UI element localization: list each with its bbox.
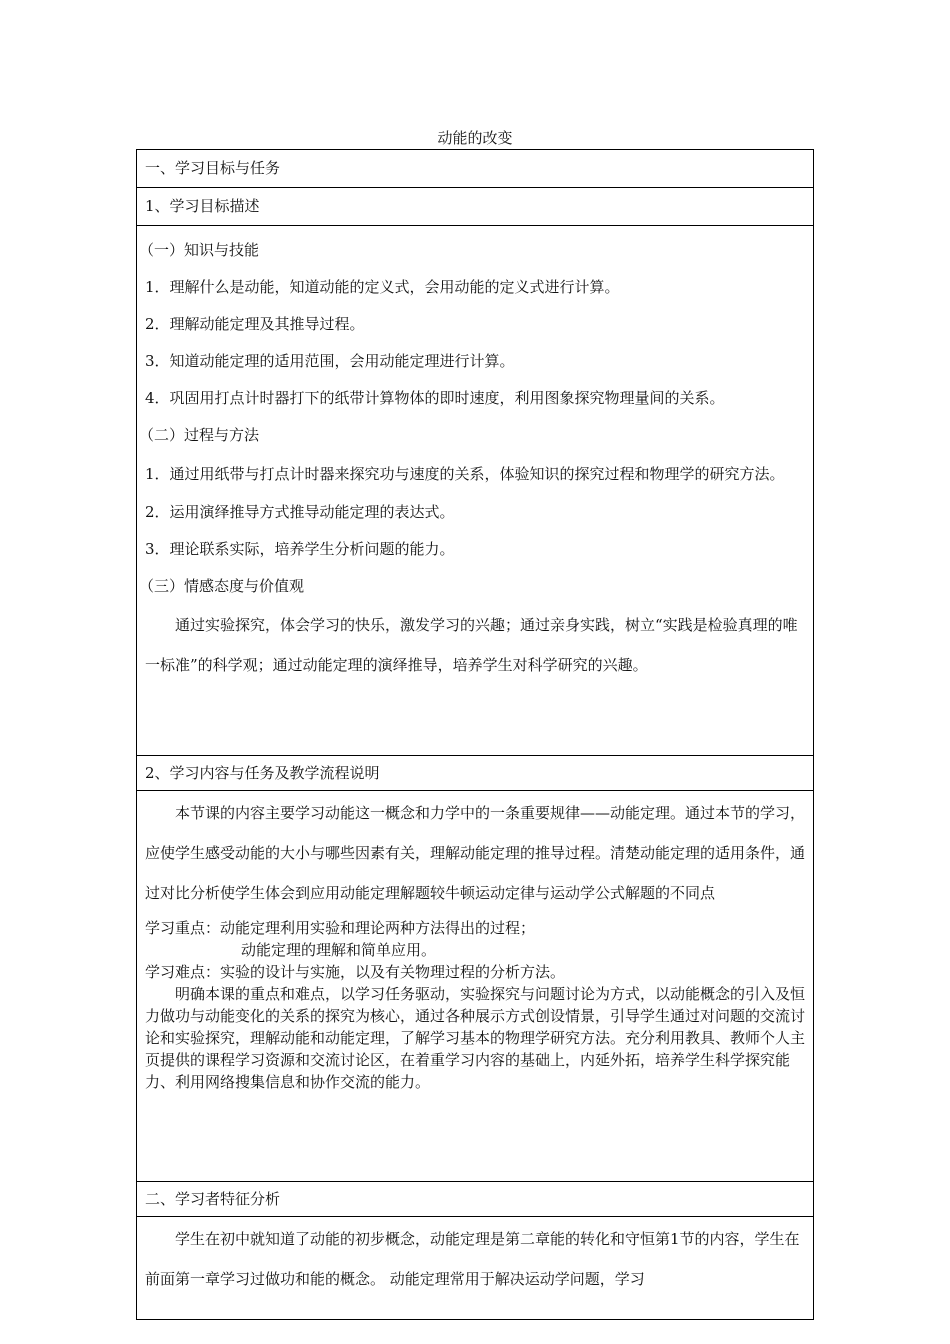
emotion-text: 通过实验探究，体会学习的快乐，激发学习的兴趣；通过亲身实践，树立“实践是检验真理的唯一标准”的科学观；通过动能定理的演绎推导，培养学生对科学研究的兴趣。 bbox=[145, 616, 798, 674]
knowledge-item: 3．知道动能定理的适用范围，会用动能定理进行计算。 bbox=[145, 352, 515, 370]
knowledge-item: 2．理解动能定理及其推导过程。 bbox=[145, 315, 365, 333]
key-points-continued: 动能定理的理解和简单应用。 bbox=[241, 941, 437, 959]
section-title: 二、学习者特征分析 bbox=[145, 1190, 281, 1208]
learner-analysis-text: 学生在初中就知道了动能的初步概念，动能定理是第二章能的转化和守恒第1节的内容，学生在前面第一章学习过做功和能的概念。 动能定理常用于解决运动学问题，学习 bbox=[145, 1230, 800, 1288]
subsection-title: 1、学习目标描述 bbox=[145, 197, 260, 215]
knowledge-item: 4．巩固用打点计时器打下的纸带计算物体的即时速度，利用图象探究物理量间的关系。 bbox=[145, 389, 725, 407]
objectives-cell bbox=[137, 226, 813, 756]
difficulty-points: 学习难点：实验的设计与实施，以及有关物理过程的分析方法。 bbox=[145, 963, 566, 981]
subsection-title: 2、学习内容与任务及教学流程说明 bbox=[145, 764, 380, 782]
subsection-header bbox=[137, 188, 813, 226]
learner-analysis-cell bbox=[137, 1217, 813, 1319]
emotion-heading: （三）情感态度与价值观 bbox=[139, 577, 305, 595]
content-intro: 本节课的内容主要学习动能这一概念和力学中的一条重要规律——动能定理。通过本节的学习，应使学生感受动能的大小与哪些因素有关，理解动能定理的推导过程。清楚动能定理的适用条件，通过对比分析使学生体会到应用动能定理解题较牛顿运动定律与运动学公式解题的不同点 bbox=[145, 804, 806, 902]
knowledge-item: 1．理解什么是动能，知道动能的定义式，会用动能的定义式进行计算。 bbox=[145, 278, 620, 296]
teaching-method: 明确本课的重点和难点，以学习任务驱动，实验探究与问题讨论为方式，以动能概念的引入及恒力做功与动能变化的关系的探究为核心，通过各种展示方式创设情景，引导学生通过对问题的交流讨论和实验探究，理解动能和动能定理，了解学习基本的物理学研究方法。充分利用教具、教师个人主页提供的课程学习资源和交流讨论区，在着重学习内容的基础上，内延外拓，培养学生科学探究能力、利用网络搜集信息和协作交流的能力。 bbox=[145, 985, 806, 1091]
page-title: 动能的改变 bbox=[437, 129, 513, 147]
process-heading: （二）过程与方法 bbox=[139, 426, 260, 444]
lesson-plan-table bbox=[136, 149, 814, 1320]
section-header bbox=[137, 1182, 813, 1217]
process-item: 1．通过用纸带与打点计时器来探究功与速度的关系，体验知识的探究过程和物理学的研究方法。 bbox=[145, 465, 785, 483]
section-title: 一、学习目标与任务 bbox=[145, 159, 281, 177]
section-header bbox=[137, 150, 813, 188]
subsection-header bbox=[137, 756, 813, 791]
process-item: 3．理论联系实际，培养学生分析问题的能力。 bbox=[145, 540, 455, 558]
process-item: 2．运用演绎推导方式推导动能定理的表达式。 bbox=[145, 503, 455, 521]
content-cell bbox=[137, 791, 813, 1182]
key-points: 学习重点：动能定理利用实验和理论两种方法得出的过程； bbox=[145, 919, 536, 937]
knowledge-heading: （一）知识与技能 bbox=[139, 241, 260, 259]
